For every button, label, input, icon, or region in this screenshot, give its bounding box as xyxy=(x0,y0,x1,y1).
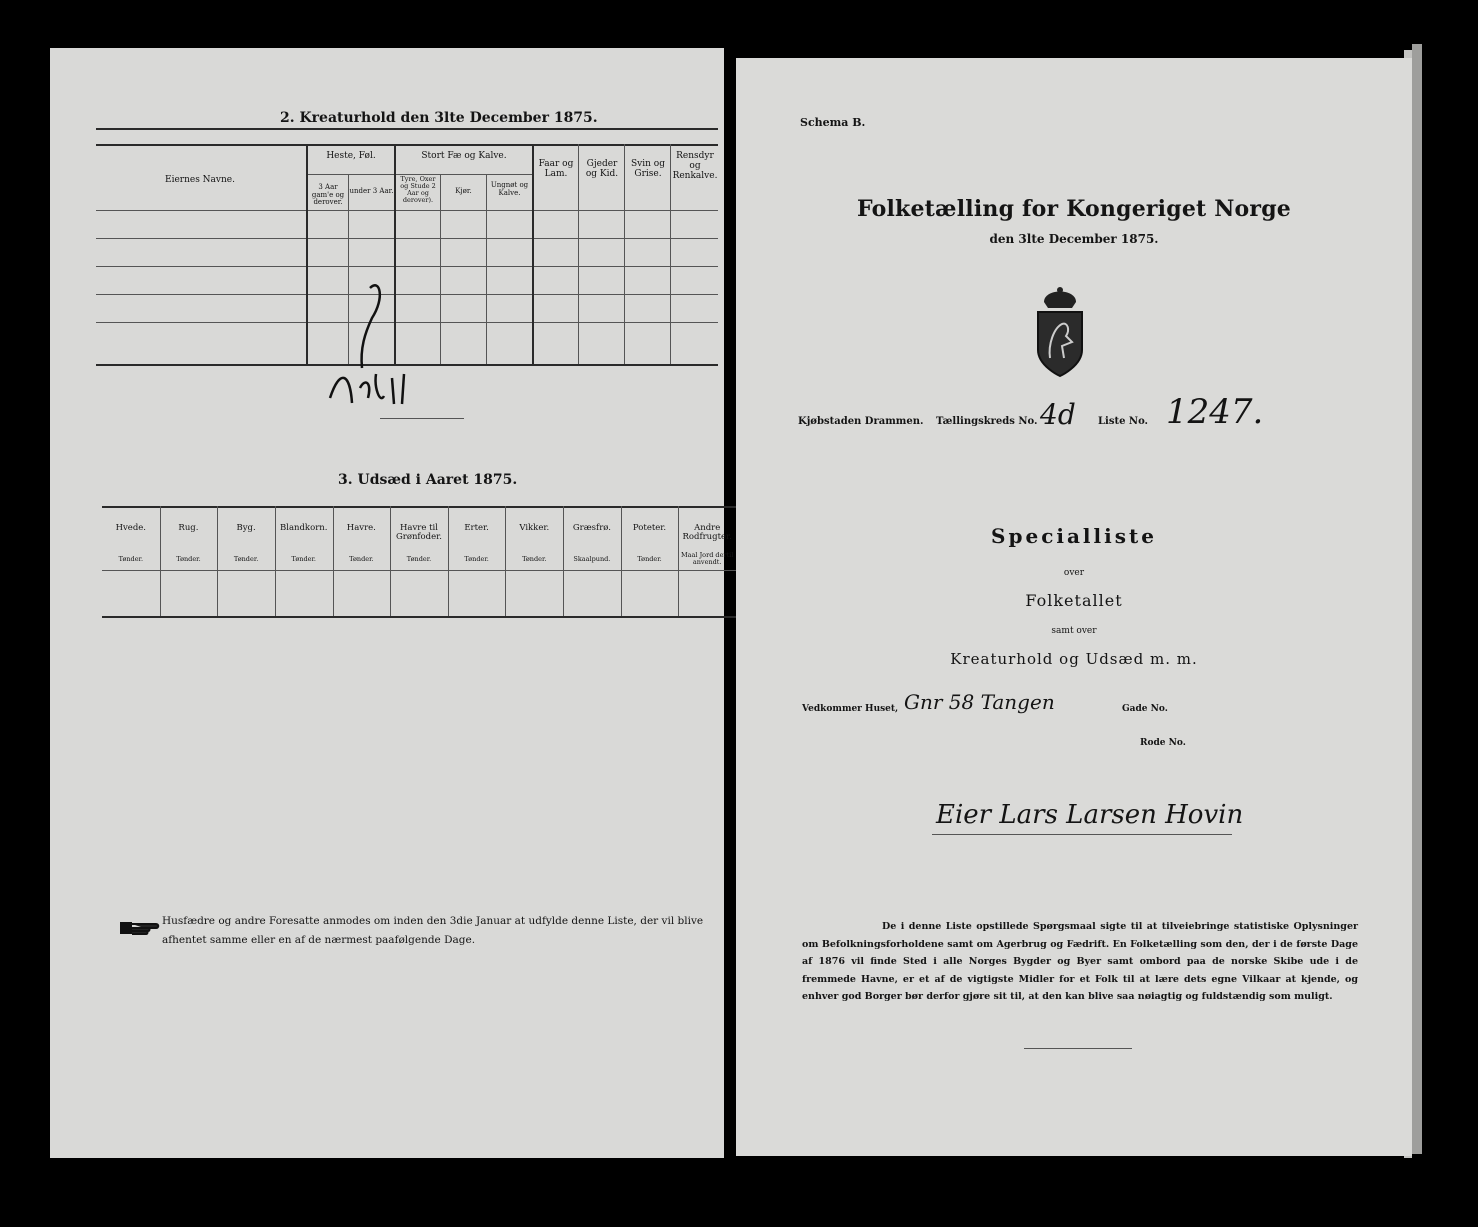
seed-col-name: Havre. xyxy=(346,523,376,533)
table-col xyxy=(217,506,218,616)
col-cattle-bulls: Tyre, Oxer og Stude 2 Aar og derover). xyxy=(400,175,436,205)
seed-col-unit: Tønder. xyxy=(464,555,489,563)
table-col xyxy=(621,506,622,616)
col-cattle-young: Ungnøt og Kalve. xyxy=(490,181,529,197)
col-horses-adult: 3 Aar gam'e og derover. xyxy=(311,183,345,207)
seed-col-unit: Tønder. xyxy=(637,555,662,563)
kreaturhold-label: Kreaturhold og Udsæd m. m. xyxy=(950,650,1198,668)
seed-col-unit: Tønder. xyxy=(522,555,547,563)
table-rule xyxy=(306,174,394,175)
liste-value: 1247. xyxy=(1166,392,1264,432)
kreds-value: 4d xyxy=(1040,398,1076,431)
over-label: over xyxy=(1063,568,1085,578)
table-col xyxy=(624,144,625,364)
pointing-hand-icon xyxy=(118,916,160,940)
table-col xyxy=(160,506,161,616)
table-rule xyxy=(102,570,736,571)
schema-label: Schema B. xyxy=(800,116,866,129)
table-col xyxy=(678,506,679,616)
col-cattle: Stort Fæ og Kalve. xyxy=(421,151,507,161)
seed-col-name: Græsfrø. xyxy=(572,523,611,533)
table-rule xyxy=(96,128,718,130)
liste-label: Liste No. xyxy=(1098,416,1149,427)
kreds-label: Tællingskreds No. xyxy=(936,416,1038,427)
seed-col-name: Andre Rodfrugter. xyxy=(682,523,732,543)
left-page xyxy=(50,48,734,1158)
handwritten-mark xyxy=(310,278,430,428)
right-page xyxy=(736,58,1412,1156)
notice-text: Husfædre og andre Foresatte anmodes om inden den 3die Januar at udfylde denne Liste, der vil blive afhentet samme eller en af de nærmest paafølgende Dage. xyxy=(162,915,704,946)
col-goats: Gjeder og Kid. xyxy=(585,159,619,179)
gade-label: Gade No. xyxy=(1122,704,1168,714)
table-rule xyxy=(102,506,736,508)
table-col xyxy=(275,506,276,616)
table-col xyxy=(563,506,564,616)
page-edge-stack xyxy=(1412,44,1422,1154)
house-label: Vedkommer Huset, xyxy=(802,704,899,714)
seed-col-name: Byg. xyxy=(236,523,256,533)
table-col xyxy=(670,144,671,364)
folketallet-label: Folketallet xyxy=(1025,591,1123,610)
census-date: den 3lte December 1875. xyxy=(989,232,1159,246)
seed-col-name: Hvede. xyxy=(115,523,147,533)
coat-of-arms-icon xyxy=(1032,284,1088,380)
signature-line xyxy=(932,834,1232,835)
table-col xyxy=(505,506,506,616)
table-rule xyxy=(102,616,736,618)
seed-col-unit: Tønder. xyxy=(233,555,259,563)
seed-col-unit: Tønder. xyxy=(291,555,316,563)
section3-heading: 3. Udsæd i Aaret 1875. xyxy=(338,472,518,488)
col-reindeer: Rensdyr og Renkalve. xyxy=(672,151,718,181)
table-col xyxy=(578,144,579,364)
table-col xyxy=(306,144,308,364)
table-col xyxy=(333,506,334,616)
signature-line xyxy=(380,418,464,419)
col-horses: Heste, Føl. xyxy=(326,151,376,161)
seed-col-name: Havre til Grønfoder. xyxy=(395,523,442,543)
seed-col-name: Rug. xyxy=(178,523,199,533)
seed-col-name: Erter. xyxy=(464,523,489,533)
col-cattle-cows: Kjør. xyxy=(455,187,472,195)
table-col xyxy=(448,506,449,616)
section2-heading: 2. Kreaturhold den 3lte December 1875. xyxy=(280,110,598,126)
town-label: Kjøbstaden Drammen. xyxy=(798,416,924,427)
seed-col-name: Poteter. xyxy=(632,523,667,533)
seed-col-unit: Tønder. xyxy=(176,555,201,563)
col-sheep: Faar og Lam. xyxy=(538,159,574,179)
seed-col-unit: Tønder. xyxy=(118,555,144,563)
table-col xyxy=(440,174,441,364)
col-horses-young: under 3 Aar. xyxy=(349,187,394,195)
seed-col-unit: Tønder. xyxy=(349,555,374,563)
seed-col-name: Vikker. xyxy=(519,523,550,533)
owner-signature: Eier Lars Larsen Hovin xyxy=(936,800,1244,830)
col-owner-names: Eiernes Navne. xyxy=(165,175,235,185)
rode-label: Rode No. xyxy=(1140,738,1186,748)
seed-col-name: Blandkorn. xyxy=(279,523,328,533)
table-col xyxy=(486,174,487,364)
seed-col-unit: Tønder. xyxy=(406,555,432,563)
house-value: Gnr 58 Tangen xyxy=(904,690,1055,714)
seed-col-unit: Maal Jord dertil anvendt. xyxy=(681,551,734,567)
footer-text: De i denne Liste opstillede Spørgsmaal sigte til at tilveiebringe statistiske Oplysninger om Befolkningsforholdene samt om Agerbrug og Fædrift. En Folketælling som den, der i de første Dage af 1876 vil finde Sted i alle Norges Bygder og Byer samt ombord paa de norske Skibe ude i de fremmede Havne, er et af de vigtigste Midler for et Folk til at lære dets egne Vilkaar at kjende, og enhver god Borger bør derfor gjøre sit til, at den kan blive saa nøiagtig og fuldstændig som muligt. xyxy=(802,921,1358,1002)
seed-col-unit: Skaalpund. xyxy=(573,555,611,563)
main-title: Folketælling for Kongeriget Norge xyxy=(857,196,1291,222)
end-rule xyxy=(1024,1048,1132,1049)
samt-over-label: samt over xyxy=(1051,626,1097,636)
specialliste-title: Specialliste xyxy=(991,524,1157,548)
col-pigs: Svin og Grise. xyxy=(631,159,665,179)
table-col xyxy=(390,506,391,616)
